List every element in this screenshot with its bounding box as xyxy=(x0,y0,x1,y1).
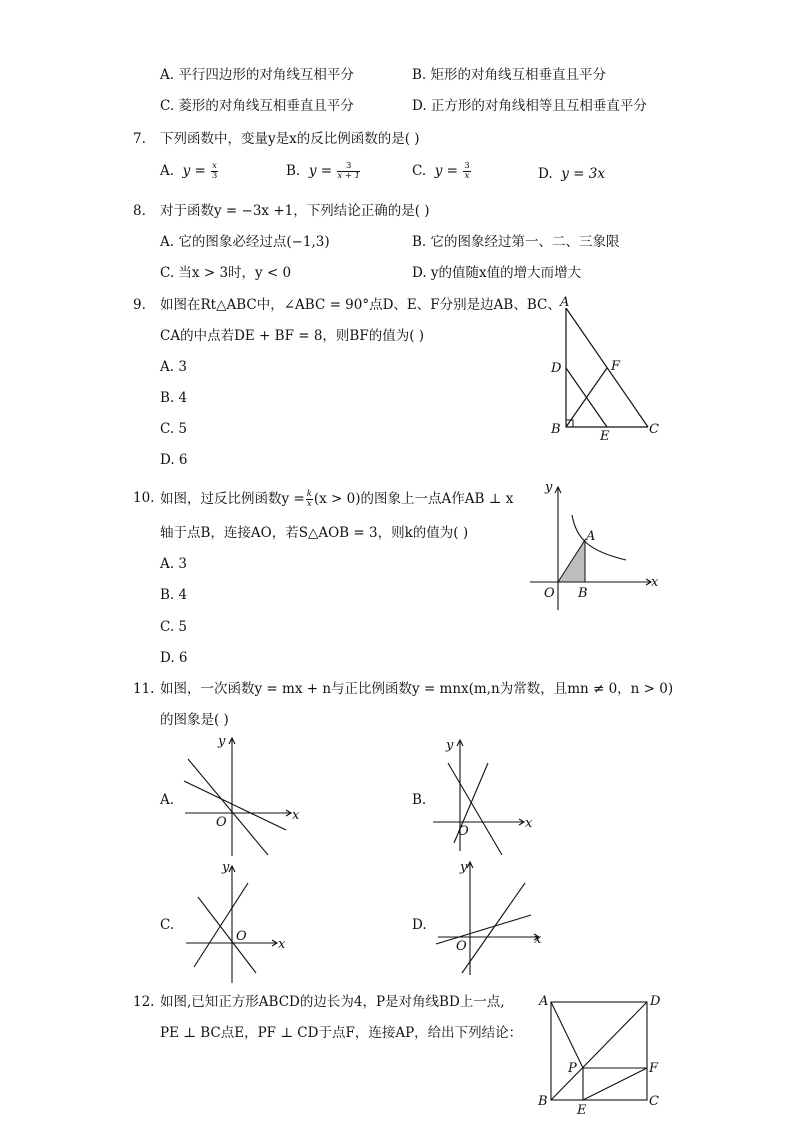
q12-segment-ap xyxy=(551,1002,583,1068)
q7-number: 7. xyxy=(133,131,146,147)
q11d-label-x: x xyxy=(534,932,542,947)
q9-stem-line1: 如图在Rt△ABC中，∠ABC = 90°点D、E、F分别是边AB、BC、 xyxy=(160,297,561,313)
q10-option-a: A. 3 xyxy=(160,556,187,572)
q8-option-b: B. 它的图象经过第一、二、三象限 xyxy=(412,234,620,250)
q10-option-b: B. 4 xyxy=(160,587,188,603)
q7-stem: 下列函数中，变量y是x的反比例函数的是( ) xyxy=(160,131,420,147)
q9-label-b: B xyxy=(551,422,561,437)
q11-number: 11. xyxy=(133,681,155,697)
q9-option-d: D. 6 xyxy=(160,452,188,468)
q11d-label-o: O xyxy=(456,939,467,954)
q11b-label-x: x xyxy=(525,816,533,831)
q8-option-a: A. 它的图象必经过点(−1,3) xyxy=(160,234,330,250)
q10-label-b: B xyxy=(578,586,588,601)
q9-label-c: C xyxy=(649,422,659,437)
q12-segment-ef xyxy=(583,1068,647,1100)
q11c-line-1 xyxy=(198,897,256,973)
q12-label-e: E xyxy=(577,1103,587,1118)
q12-label-a: A xyxy=(539,994,549,1009)
q10-stem-line2: 轴于点B，连接AO，若S△AOB = 3，则k的值为( ) xyxy=(160,525,469,541)
q6-option-b: B. 矩形的对角线互相垂直且平分 xyxy=(412,67,607,83)
q9-label-f: F xyxy=(611,359,621,374)
q11-graph-b xyxy=(428,733,553,858)
q12-label-p: P xyxy=(568,1061,577,1076)
q9-option-b: B. 4 xyxy=(160,390,188,406)
q9-stem-line2: CA的中点若DE + BF = 8，则BF的值为( ) xyxy=(160,328,425,344)
q10-stem-line1: 如图，过反比例函数y = $\frac{k}{x}$ (x > 0)的图象上一点A作AB ⊥ x xyxy=(160,489,514,509)
q7-option-d: D. y = 3x xyxy=(538,166,605,182)
q11c-label-x: x xyxy=(278,937,286,952)
q11-graph-c xyxy=(180,855,305,985)
q9-option-a: A. 3 xyxy=(160,359,187,375)
q12-label-c: C xyxy=(649,1094,659,1109)
q11a-line-1 xyxy=(188,759,268,855)
q7-option-b: B. y = $\frac{3}{x + 1}$ xyxy=(286,161,361,181)
q6-option-c: C. 菱形的对角线互相垂直且平分 xyxy=(160,98,354,114)
q11a-label-y: y xyxy=(218,734,226,749)
q10-option-d: D. 6 xyxy=(160,650,188,666)
q9-label-d: D xyxy=(551,361,562,376)
q12-number: 12. xyxy=(133,994,155,1010)
q6-option-d: D. 正方形的对角线相等且互相垂直平分 xyxy=(412,98,647,114)
q12-label-b: B xyxy=(538,1094,548,1109)
q9-number: 9. xyxy=(133,297,146,313)
q11-option-b-label: B. xyxy=(412,792,427,808)
q7-option-c: C. y = $\frac{3}{x}$ xyxy=(412,161,470,181)
q11-stem-line2: 的图象是( ) xyxy=(160,712,229,728)
q12-label-d: D xyxy=(650,994,661,1009)
q9-triangle-figure xyxy=(540,290,670,445)
q11-option-a-label: A. xyxy=(160,792,175,808)
q11-graph-a xyxy=(180,733,305,858)
q8-option-d: D. y的值随x值的增大而增大 xyxy=(412,265,582,281)
q12-diagonal-bd xyxy=(551,1002,647,1100)
q10-label-a: A xyxy=(586,529,596,544)
q10-number: 10. xyxy=(133,490,155,506)
q10-triangle-aob xyxy=(558,540,585,582)
q7-option-a: A. y = $\frac{x}{3}$ xyxy=(160,161,218,181)
q9-option-c: C. 5 xyxy=(160,421,188,437)
q10-label-x: x xyxy=(651,575,659,590)
q10-label-o: O xyxy=(544,586,555,601)
q8-option-c: C. 当x > 3时，y < 0 xyxy=(160,265,292,281)
q11a-label-x: x xyxy=(292,808,300,823)
q8-number: 8. xyxy=(133,203,146,219)
q8-stem: 对于函数y = −3x +1，下列结论正确的是( ) xyxy=(160,203,430,219)
q11b-line-1 xyxy=(448,763,502,855)
q12-stem-line1: 如图,已知正方形ABCD的边长为4，P是对角线BD上一点, xyxy=(160,994,505,1010)
q10-hyperbola-figure xyxy=(530,478,665,613)
q10-option-c: C. 5 xyxy=(160,619,188,635)
q11a-line-2 xyxy=(184,781,286,830)
q11c-label-y: y xyxy=(222,860,230,875)
q11b-label-o: O xyxy=(458,824,469,839)
q11c-line-2 xyxy=(194,883,248,967)
q10-label-y: y xyxy=(545,480,553,495)
q11c-label-o: O xyxy=(236,929,247,944)
q11d-line-1 xyxy=(462,883,525,973)
q9-label-a: A xyxy=(560,295,570,310)
q12-square-figure xyxy=(535,990,665,1118)
q11d-label-y: y xyxy=(460,860,468,875)
q11a-label-o: O xyxy=(216,815,227,830)
q11-graph-d xyxy=(428,855,553,985)
q6-option-a: A. 平行四边形的对角线互相平分 xyxy=(160,67,354,83)
q12-label-f: F xyxy=(649,1061,659,1076)
q11b-label-y: y xyxy=(446,738,454,753)
q9-label-e: E xyxy=(600,429,610,444)
q11d-line-2 xyxy=(436,915,531,944)
q12-stem-line2: PE ⊥ BC点E，PF ⊥ CD于点F，连接AP，给出下列结论： xyxy=(160,1025,523,1041)
q11-option-c-label: C. xyxy=(160,917,175,933)
q11-option-d-label: D. xyxy=(412,917,427,933)
q11-stem-line1: 如图，一次函数y = mx + n与正比例函数y = mnx(m,n为常数，且mn ≠ 0，n > 0) xyxy=(160,681,674,697)
